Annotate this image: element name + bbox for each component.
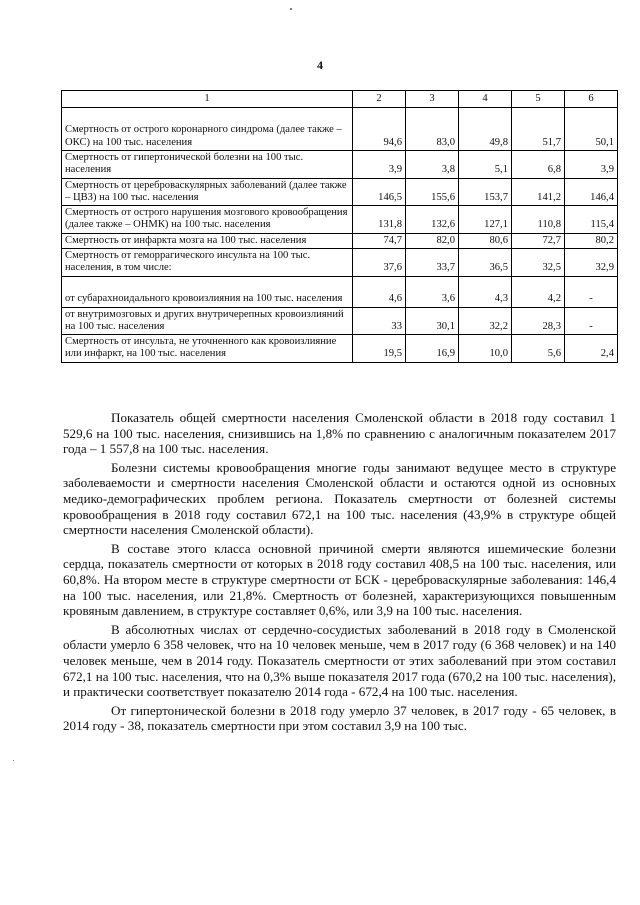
body-text bbox=[63, 410, 616, 737]
cell-value: 82,0 bbox=[406, 233, 459, 248]
cell-value: - bbox=[565, 307, 618, 335]
cell-value: 5,1 bbox=[459, 151, 512, 179]
cell-value: 5,6 bbox=[512, 335, 565, 363]
paragraph: Показатель общей смертности населения Смоленской области в 2018 году составил 1 529,6 на 100 тыс. населения, снизившись на 1,8% по сравнению с аналогичным показателем 2017 года – 1 557,8 на 100 тыс. населения. bbox=[63, 410, 616, 457]
paragraph: В абсолютных числах от сердечно-сосудистых заболеваний в 2018 году в Смоленской области умерло 6 358 человек, что на 10 человек меньше, чем в 2017 году (6 368 человек) и на 140 человек меньше, чем в 2014 году. Показатель смертности от этих заболеваний при этом составил 672,1 на 100 тыс. населения, что на 0,3% выше показателя 2017 года (670,2 на 100 тыс. населения), и практически соответствует показателю 2014 года - 672,4 на 100 тыс. населения. bbox=[63, 621, 616, 700]
cell-value: 72,7 bbox=[512, 233, 565, 248]
row-label: Смертность от цереброваскулярных заболеваний (далее также – ЦВЗ) на 100 тыс. населения bbox=[62, 178, 353, 206]
cell-value: 32,5 bbox=[512, 248, 565, 276]
row-label: от субарахноидального кровоизлияния на 100 тыс. населения bbox=[62, 276, 353, 307]
cell-value: 127,1 bbox=[459, 206, 512, 234]
paragraph: Болезни системы кровообращения многие годы занимают ведущее место в структуре заболеваемости и смертности населения Смоленской области и остаются одной из основных медико-демографических проблем региона. Показатель смертности от болезней системы кровообращения в 2018 году составил 672,1 на 100 тыс. населения (43,9% в структуре общей смертности населения Смоленской области). bbox=[63, 459, 616, 538]
cell-value: 155,6 bbox=[406, 178, 459, 206]
cell-value: 146,4 bbox=[565, 178, 618, 206]
row-label: Смертность от инфаркта мозга на 100 тыс. населения bbox=[62, 233, 353, 248]
table-row bbox=[62, 307, 618, 335]
table-row bbox=[62, 233, 618, 248]
paragraph: В составе этого класса основной причиной смерти являются ишемические болезни сердца, показатель смертности от которых в 2018 году составил 408,5 на 100 тыс. населения, или 60,8%. На втором месте в структуре смертности от БСК - цереброваскулярные заболевания: 146,4 на 100 тыс. населения, или 21,8%. Смертность от болезней, характеризующихся повышенным кровяным давлением, в структуре составляет 0,6%, или 3,9 на 100 тыс. населения. bbox=[63, 540, 616, 619]
cell-value: 33,7 bbox=[406, 248, 459, 276]
column-header: 3 bbox=[406, 91, 459, 108]
page-number: 4 bbox=[317, 58, 323, 72]
scan-speck bbox=[13, 760, 14, 761]
cell-value: 83,0 bbox=[406, 108, 459, 151]
cell-value: 36,5 bbox=[459, 248, 512, 276]
cell-value: 19,5 bbox=[353, 335, 406, 363]
cell-value: 33 bbox=[353, 307, 406, 335]
cell-value: 3,9 bbox=[353, 151, 406, 179]
cell-value: 32,9 bbox=[565, 248, 618, 276]
cell-value: 74,7 bbox=[353, 233, 406, 248]
cell-value: 146,5 bbox=[353, 178, 406, 206]
column-header: 1 bbox=[62, 91, 353, 108]
table-row bbox=[62, 178, 618, 206]
row-label: Смертность от инсульта, не уточненного как кровоизлияние или инфаркт, на 100 тыс. населения bbox=[62, 335, 353, 363]
table-row bbox=[62, 206, 618, 234]
cell-value: 115,4 bbox=[565, 206, 618, 234]
column-header: 5 bbox=[512, 91, 565, 108]
cell-value: 94,6 bbox=[353, 108, 406, 151]
column-header: 6 bbox=[565, 91, 618, 108]
cell-value: 3,8 bbox=[406, 151, 459, 179]
column-header: 2 bbox=[353, 91, 406, 108]
cell-value: 80,2 bbox=[565, 233, 618, 248]
table-row bbox=[62, 335, 618, 363]
mortality-table bbox=[61, 90, 618, 363]
cell-value: 32,2 bbox=[459, 307, 512, 335]
cell-value: 80,6 bbox=[459, 233, 512, 248]
row-label: Смертность от острого нарушения мозгового кровообращения (далее также – ОНМК) на 100 тыс. населения bbox=[62, 206, 353, 234]
row-label: Смертность от гипертонической болезни на 100 тыс. населения bbox=[62, 151, 353, 179]
cell-value: 2,4 bbox=[565, 335, 618, 363]
cell-value: 16,9 bbox=[406, 335, 459, 363]
table-row bbox=[62, 248, 618, 276]
cell-value: 28,3 bbox=[512, 307, 565, 335]
cell-value: 131,8 bbox=[353, 206, 406, 234]
table-row bbox=[62, 151, 618, 179]
row-label: Смертность от острого коронарного синдрома (далее также – ОКС) на 100 тыс. населения bbox=[62, 108, 353, 151]
cell-value: 49,8 bbox=[459, 108, 512, 151]
table-row bbox=[62, 276, 618, 307]
cell-value: - bbox=[565, 276, 618, 307]
table-header-row bbox=[62, 91, 618, 108]
cell-value: 10,0 bbox=[459, 335, 512, 363]
cell-value: 132,6 bbox=[406, 206, 459, 234]
cell-value: 4,6 bbox=[353, 276, 406, 307]
cell-value: 50,1 bbox=[565, 108, 618, 151]
cell-value: 3,6 bbox=[406, 276, 459, 307]
row-label: Смертность от геморрагического инсульта на 100 тыс. населения, в том числе: bbox=[62, 248, 353, 276]
cell-value: 4,3 bbox=[459, 276, 512, 307]
column-header: 4 bbox=[459, 91, 512, 108]
cell-value: 110,8 bbox=[512, 206, 565, 234]
table-row bbox=[62, 108, 618, 151]
cell-value: 153,7 bbox=[459, 178, 512, 206]
cell-value: 3,9 bbox=[565, 151, 618, 179]
row-label: от внутримозговых и других внутричерепных кровоизлияний на 100 тыс. населения bbox=[62, 307, 353, 335]
cell-value: 30,1 bbox=[406, 307, 459, 335]
cell-value: 37,6 bbox=[353, 248, 406, 276]
cell-value: 6,8 bbox=[512, 151, 565, 179]
scan-speck bbox=[290, 8, 292, 10]
cell-value: 51,7 bbox=[512, 108, 565, 151]
cell-value: 4,2 bbox=[512, 276, 565, 307]
paragraph: От гипертонической болезни в 2018 году умерло 37 человек, в 2017 году - 65 человек, в 2014 году - 38, показатель смертности при этом составил 3,9 на 100 тыс. bbox=[63, 702, 616, 734]
cell-value: 141,2 bbox=[512, 178, 565, 206]
